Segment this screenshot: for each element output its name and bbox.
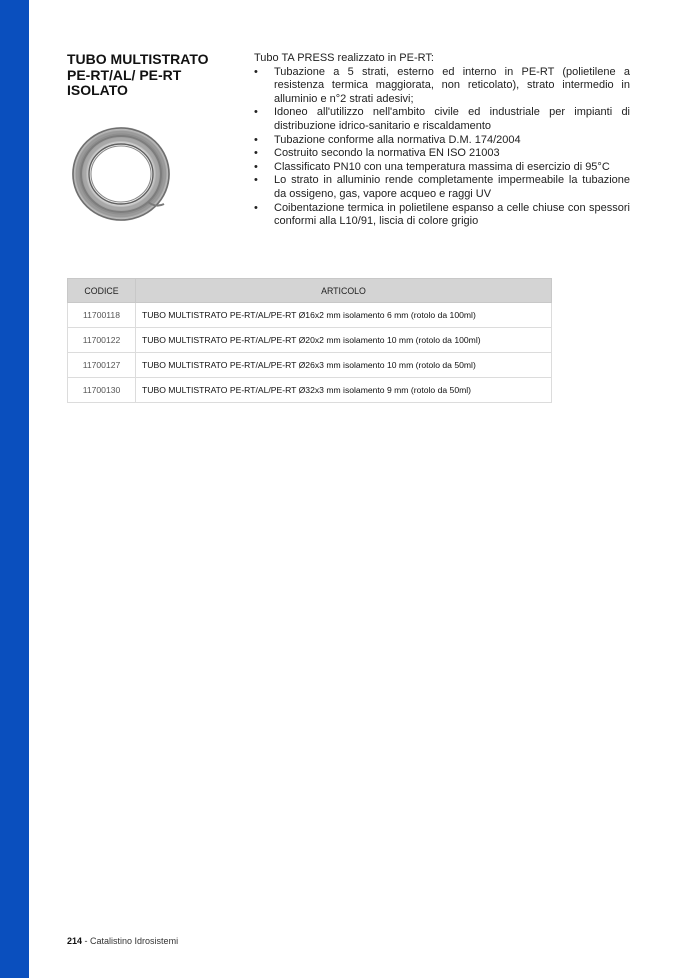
footer-separator: - xyxy=(82,936,91,946)
article-code: 11700118 xyxy=(68,303,136,328)
table-row xyxy=(68,303,552,328)
articles-table xyxy=(67,278,552,403)
table-row xyxy=(68,328,552,353)
product-description xyxy=(254,52,630,229)
feature-item: • Lo strato in alluminio rende completamente impermeabile la tubazione da ossigeno, gas, vapore acqueo e raggi UV xyxy=(254,174,630,201)
table-header-row xyxy=(68,279,552,303)
feature-item: • Costruito secondo la normativa EN ISO 21003 xyxy=(254,147,630,161)
article-description: TUBO MULTISTRATO PE-RT/AL/PE-RT Ø16x2 mm isolamento 6 mm (rotolo da 100ml) xyxy=(136,303,552,328)
product-title: TUBO MULTISTRATO PE-RT/AL/ PE-RT ISOLATO xyxy=(67,51,209,98)
feature-item: • Classificato PN10 con una temperatura massima di esercizio di 95°C xyxy=(254,161,630,175)
article-description: TUBO MULTISTRATO PE-RT/AL/PE-RT Ø26x3 mm isolamento 10 mm (rotolo da 50ml) xyxy=(136,353,552,378)
description-intro: Tubo TA PRESS realizzato in PE-RT: xyxy=(254,52,434,64)
page-footer xyxy=(67,936,178,946)
table-row xyxy=(68,378,552,403)
article-code: 11700127 xyxy=(68,353,136,378)
pipe-coil-icon xyxy=(70,124,172,224)
column-header-code: CODICE xyxy=(68,279,136,303)
feature-list xyxy=(254,66,630,229)
article-code: 11700122 xyxy=(68,328,136,353)
feature-item: • Coibentazione termica in polietilene espanso a celle chiuse con spessori conformi alla L10/91, liscia di colore grigio xyxy=(254,202,630,229)
feature-item: • Idoneo all'utilizzo nell'ambito civile ed industriale per impianti di distribuzione idrico-sanitario e riscaldamento xyxy=(254,106,630,133)
catalog-name: Catalistino Idrosistemi xyxy=(90,936,179,946)
column-header-article: ARTICOLO xyxy=(136,279,552,303)
feature-item: • Tubazione conforme alla normativa D.M. 174/2004 xyxy=(254,134,630,148)
article-description: TUBO MULTISTRATO PE-RT/AL/PE-RT Ø32x3 mm isolamento 9 mm (rotolo da 50ml) xyxy=(136,378,552,403)
page-number: 214 xyxy=(67,936,83,946)
sidebar-accent xyxy=(0,0,29,978)
article-code: 11700130 xyxy=(68,378,136,403)
article-description: TUBO MULTISTRATO PE-RT/AL/PE-RT Ø20x2 mm isolamento 10 mm (rotolo da 100ml) xyxy=(136,328,552,353)
feature-item: • Tubazione a 5 strati, esterno ed interno in PE-RT (polietilene a resistenza termica maggiorata, non reticolato), strato intermedio in alluminio e n°2 strati adesivi; xyxy=(254,66,630,107)
table-row xyxy=(68,353,552,378)
